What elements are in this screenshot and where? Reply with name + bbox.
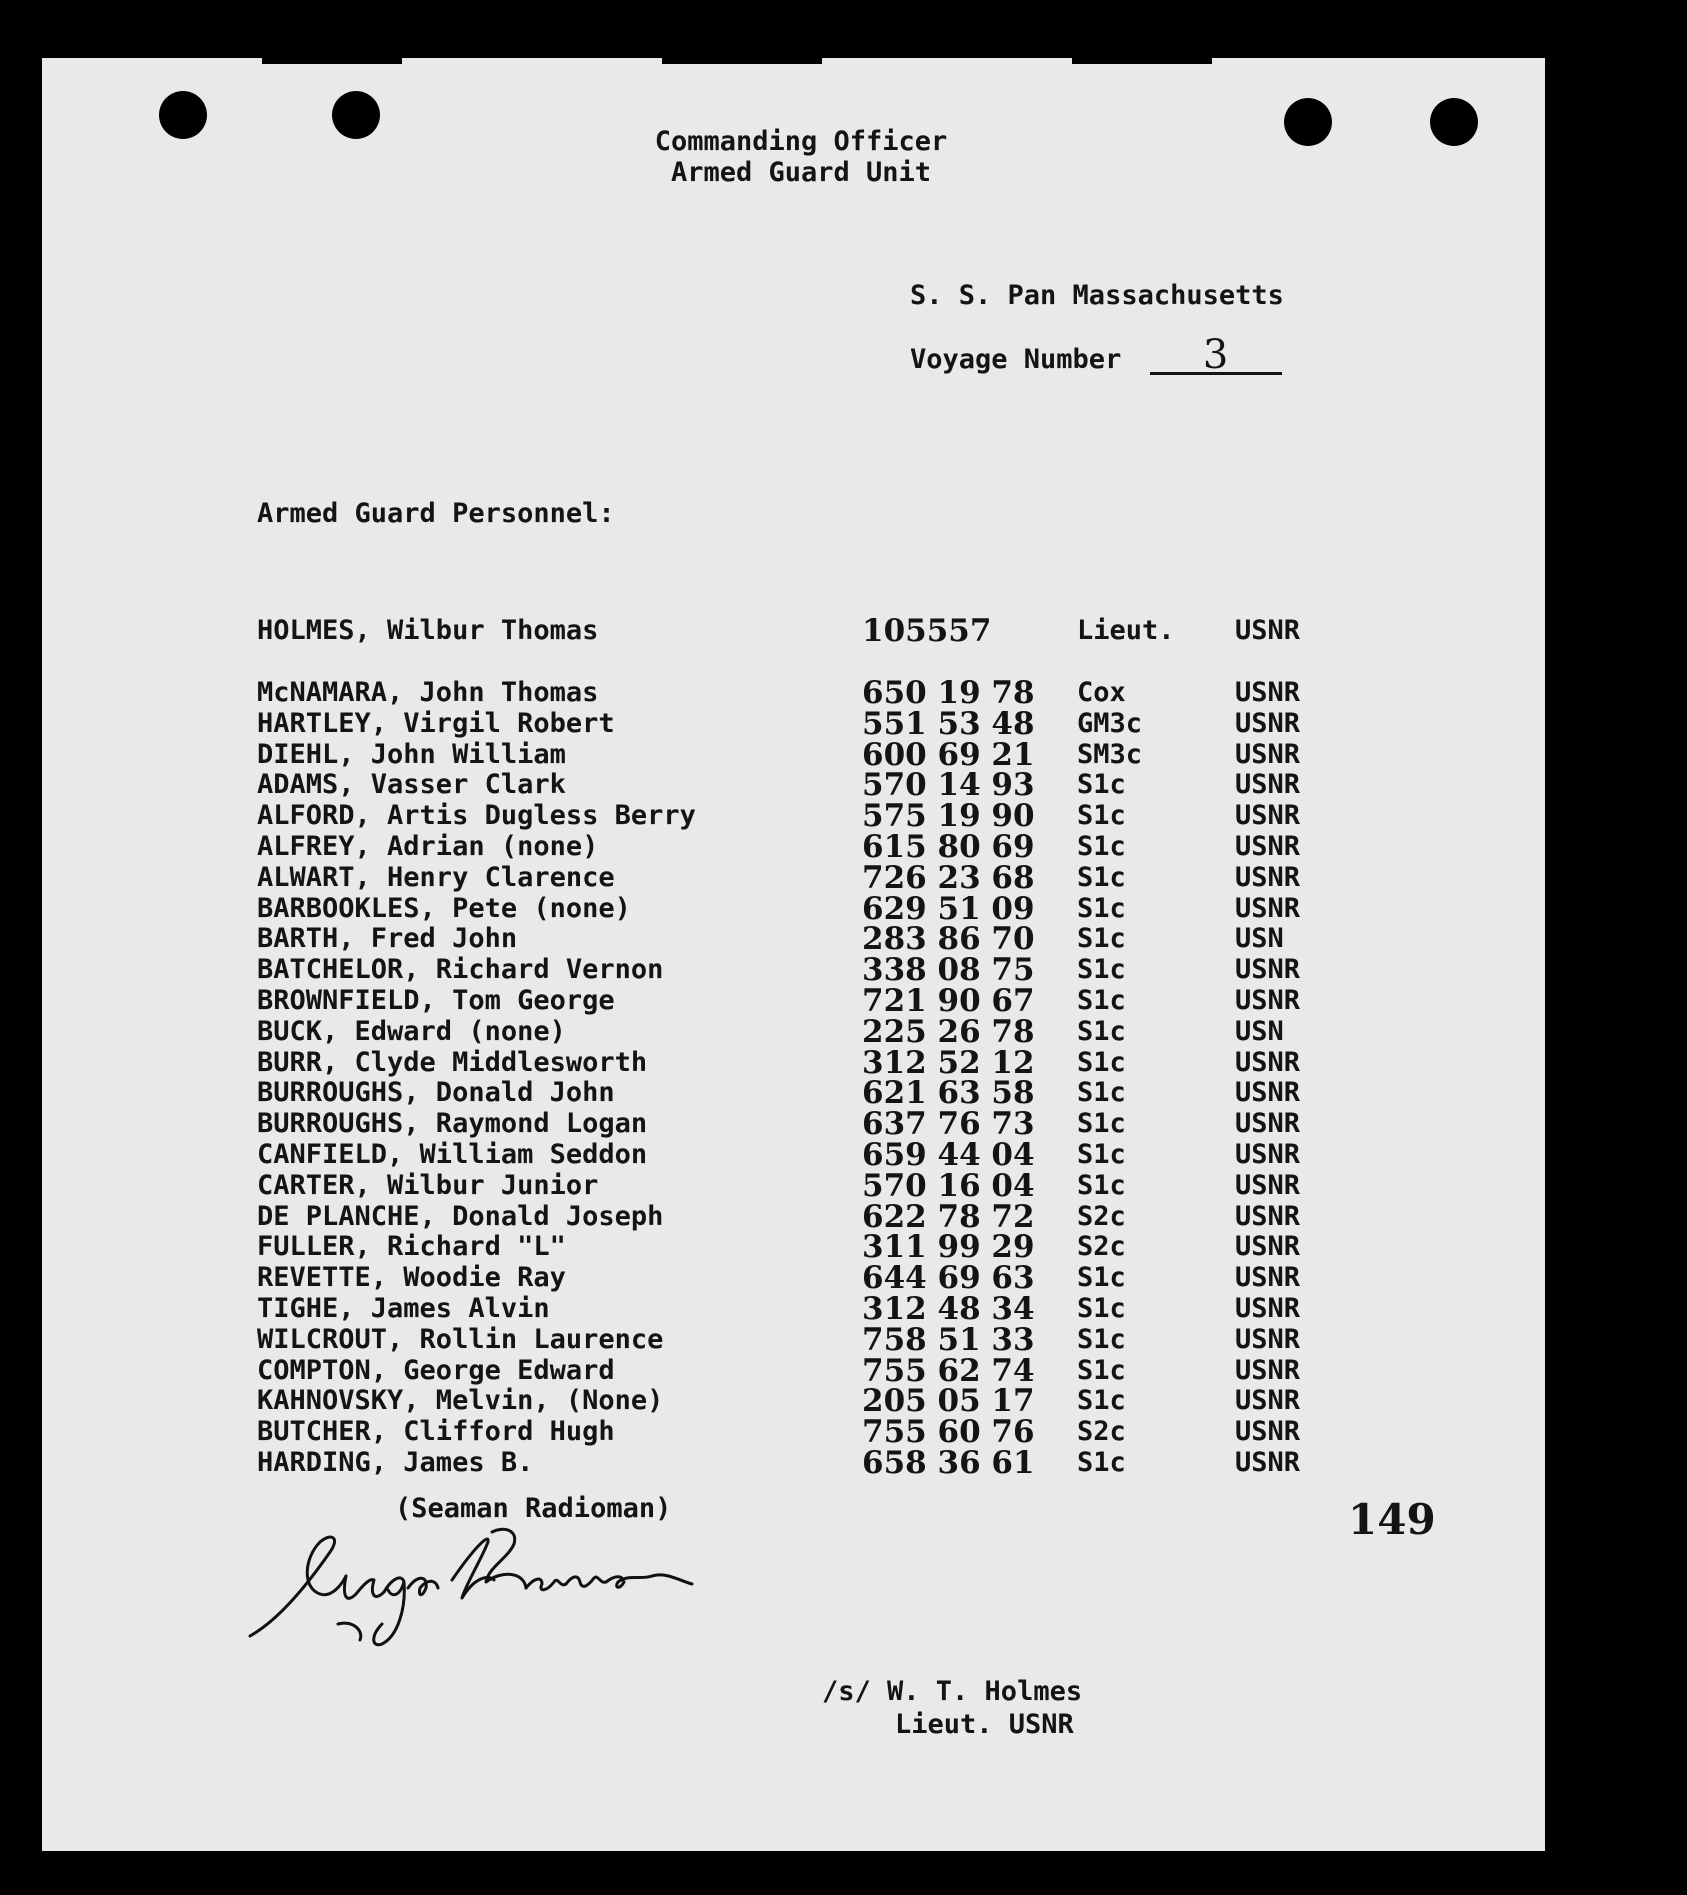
- crew-rate: S1c: [1077, 1447, 1126, 1478]
- crew-component: USNR: [1235, 1139, 1301, 1170]
- crew-component: USNR: [1235, 1108, 1301, 1140]
- document-page: [42, 58, 1545, 1851]
- crew-component: USNR: [1235, 985, 1301, 1016]
- crew-rate: S2c: [1077, 1231, 1126, 1263]
- crew-rate: S1c: [1077, 1169, 1126, 1201]
- handwritten-signature: [242, 1518, 702, 1648]
- crew-component: USNR: [1235, 1231, 1301, 1263]
- crew-service-number: 551 53 48: [862, 705, 1035, 742]
- crew-service-number: 644 69 63: [862, 1260, 1035, 1297]
- crew-component: USNR: [1235, 861, 1301, 893]
- crew-name: BURROUGHS, Donald John: [257, 1077, 615, 1109]
- crew-component: USNR: [1235, 707, 1301, 739]
- crew-service-number: 758 51 33: [862, 1321, 1035, 1358]
- crew-component: USNR: [1235, 1416, 1301, 1448]
- crew-rate: S1c: [1077, 1108, 1126, 1140]
- crew-name: COMPTON, George Edward: [257, 1354, 615, 1386]
- crew-service-number: 755 62 74: [862, 1352, 1035, 1389]
- crew-rate: S1c: [1077, 954, 1126, 986]
- crew-service-number: 721 90 67: [862, 983, 1035, 1019]
- crew-name: BURROUGHS, Raymond Logan: [257, 1108, 648, 1140]
- crew-service-number: 637 76 73: [862, 1106, 1035, 1143]
- crew-rate: S1c: [1077, 1385, 1126, 1417]
- crew-component: USNR: [1235, 738, 1301, 770]
- crew-service-number: 283 86 70: [862, 921, 1035, 958]
- crew-service-number: 312 52 12: [862, 1044, 1035, 1081]
- crew-component: USNR: [1235, 1323, 1301, 1355]
- crew-component: USNR: [1235, 769, 1301, 801]
- crew-name: BARTH, Fred John: [257, 923, 518, 955]
- crew-rate: S1c: [1077, 1139, 1126, 1170]
- crew-rate: S2c: [1077, 1416, 1126, 1448]
- crew-name: BUCK, Edward (none): [257, 1015, 566, 1047]
- crew-rate: S1c: [1077, 831, 1126, 862]
- officer-name: HOLMES, Wilbur Thomas: [257, 615, 599, 646]
- crew-rate: S1c: [1077, 861, 1126, 893]
- crew-service-number: 658 36 61: [862, 1445, 1035, 1481]
- crew-rate: S1c: [1077, 1323, 1126, 1355]
- crew-component: USNR: [1235, 1262, 1301, 1294]
- crew-component: USNR: [1235, 831, 1301, 862]
- crew-name: CANFIELD, William Seddon: [257, 1139, 648, 1170]
- crew-name: ALFREY, Adrian (none): [257, 831, 599, 862]
- crew-name: CARTER, Wilbur Junior: [257, 1169, 599, 1201]
- crew-component: USNR: [1235, 954, 1301, 986]
- ship-name: S. S. Pan Massachusetts: [910, 280, 1284, 311]
- signature-block: [822, 1675, 1082, 1741]
- crew-service-number: 726 23 68: [862, 859, 1035, 896]
- crew-rate: S1c: [1077, 985, 1126, 1016]
- crew-name: BATCHELOR, Richard Vernon: [257, 954, 664, 986]
- crew-service-number: 311 99 29: [862, 1229, 1035, 1266]
- signer-rank: Lieut. USNR: [895, 1709, 1074, 1740]
- crew-rate: S1c: [1077, 1046, 1126, 1078]
- crew-service-number: 312 48 34: [862, 1291, 1035, 1327]
- crew-component: USNR: [1235, 1385, 1301, 1417]
- crew-rate: S1c: [1077, 1354, 1126, 1386]
- header-line-2: Armed Guard Unit: [670, 157, 932, 188]
- crew-rate: S1c: [1077, 1015, 1126, 1047]
- crew-rate: SM3c: [1077, 738, 1143, 770]
- crew-component: USNR: [1235, 1354, 1301, 1386]
- torn-edge-mark: [262, 50, 402, 64]
- crew-rate: S1c: [1077, 1262, 1126, 1294]
- section-title: Armed Guard Personnel:: [257, 498, 615, 529]
- signer-name: /s/ W. T. Holmes: [822, 1676, 1083, 1707]
- crew-name: BURR, Clyde Middlesworth: [257, 1046, 648, 1078]
- crew-service-number: 621 63 58: [862, 1075, 1035, 1112]
- crew-rate: Cox: [1077, 677, 1126, 708]
- crew-component: USNR: [1235, 1200, 1301, 1232]
- crew-rate: S1c: [1077, 923, 1126, 955]
- voyage-label: Voyage Number: [910, 344, 1122, 375]
- voyage-number: 3: [1150, 338, 1282, 375]
- crew-service-number: 622 78 72: [862, 1198, 1035, 1235]
- radioman-note: (Seaman Radioman): [395, 1493, 672, 1524]
- crew-rate: S1c: [1077, 892, 1126, 924]
- crew-service-number: 659 44 04: [862, 1137, 1035, 1173]
- crew-name: BARBOOKLES, Pete (none): [257, 892, 631, 924]
- document-header: [42, 126, 1545, 188]
- crew-component: USNR: [1235, 800, 1301, 832]
- crew-component: USNR: [1235, 1293, 1301, 1324]
- crew-name: McNAMARA, John Thomas: [257, 677, 599, 708]
- torn-edge-mark: [662, 50, 822, 64]
- crew-name: KAHNOVSKY, Melvin, (None): [257, 1385, 664, 1417]
- crew-component: USNR: [1235, 1447, 1301, 1478]
- crew-service-number: 629 51 09: [862, 890, 1035, 927]
- crew-service-number: 205 05 17: [862, 1383, 1035, 1420]
- crew-name: TIGHE, James Alvin: [257, 1293, 550, 1324]
- page-number: 149: [1348, 1495, 1436, 1544]
- crew-service-number: 338 08 75: [862, 952, 1035, 989]
- crew-service-number: 570 16 04: [862, 1167, 1035, 1204]
- crew-name: HARDING, James B.: [257, 1447, 534, 1478]
- crew-rate: S1c: [1077, 1293, 1126, 1324]
- crew-service-number: 570 14 93: [862, 767, 1035, 804]
- crew-name: ALWART, Henry Clarence: [257, 861, 615, 893]
- crew-name: ALFORD, Artis Dugless Berry: [257, 800, 696, 832]
- crew-name: ADAMS, Vasser Clark: [257, 769, 566, 801]
- officer-component: USNR: [1235, 615, 1301, 646]
- torn-edge-mark: [1072, 50, 1212, 64]
- crew-component: USNR: [1235, 1169, 1301, 1201]
- officer-rate: Lieut.: [1077, 615, 1175, 646]
- crew-service-number: 755 60 76: [862, 1414, 1035, 1451]
- crew-component: USN: [1235, 923, 1284, 955]
- crew-rate: S1c: [1077, 1077, 1126, 1109]
- crew-name: WILCROUT, Rollin Laurence: [257, 1323, 664, 1355]
- crew-rate: S1c: [1077, 800, 1126, 832]
- crew-service-number: 600 69 21: [862, 736, 1035, 773]
- crew-name: DIEHL, John William: [257, 738, 566, 770]
- crew-component: USNR: [1235, 892, 1301, 924]
- crew-name: FULLER, Richard "L": [257, 1231, 566, 1263]
- crew-name: HARTLEY, Virgil Robert: [257, 707, 615, 739]
- crew-service-number: 225 26 78: [862, 1013, 1035, 1050]
- crew-name: DE PLANCHE, Donald Joseph: [257, 1200, 664, 1232]
- crew-name: BROWNFIELD, Tom George: [257, 985, 615, 1016]
- crew-rate: GM3c: [1077, 707, 1143, 739]
- crew-service-number: 615 80 69: [862, 829, 1035, 865]
- header-line-1: Commanding Officer: [654, 126, 948, 157]
- crew-rate: S1c: [1077, 769, 1126, 801]
- crew-rate: S2c: [1077, 1200, 1126, 1232]
- crew-service-number: 575 19 90: [862, 798, 1035, 835]
- crew-name: REVETTE, Woodie Ray: [257, 1262, 566, 1294]
- crew-component: USNR: [1235, 677, 1301, 708]
- crew-component: USNR: [1235, 1046, 1301, 1078]
- officer-service-number: 105557: [862, 613, 992, 649]
- crew-service-number: 650 19 78: [862, 675, 1035, 711]
- voyage-line: [910, 332, 1282, 378]
- crew-component: USNR: [1235, 1077, 1301, 1109]
- crew-component: USN: [1235, 1015, 1284, 1047]
- crew-name: BUTCHER, Clifford Hugh: [257, 1416, 615, 1448]
